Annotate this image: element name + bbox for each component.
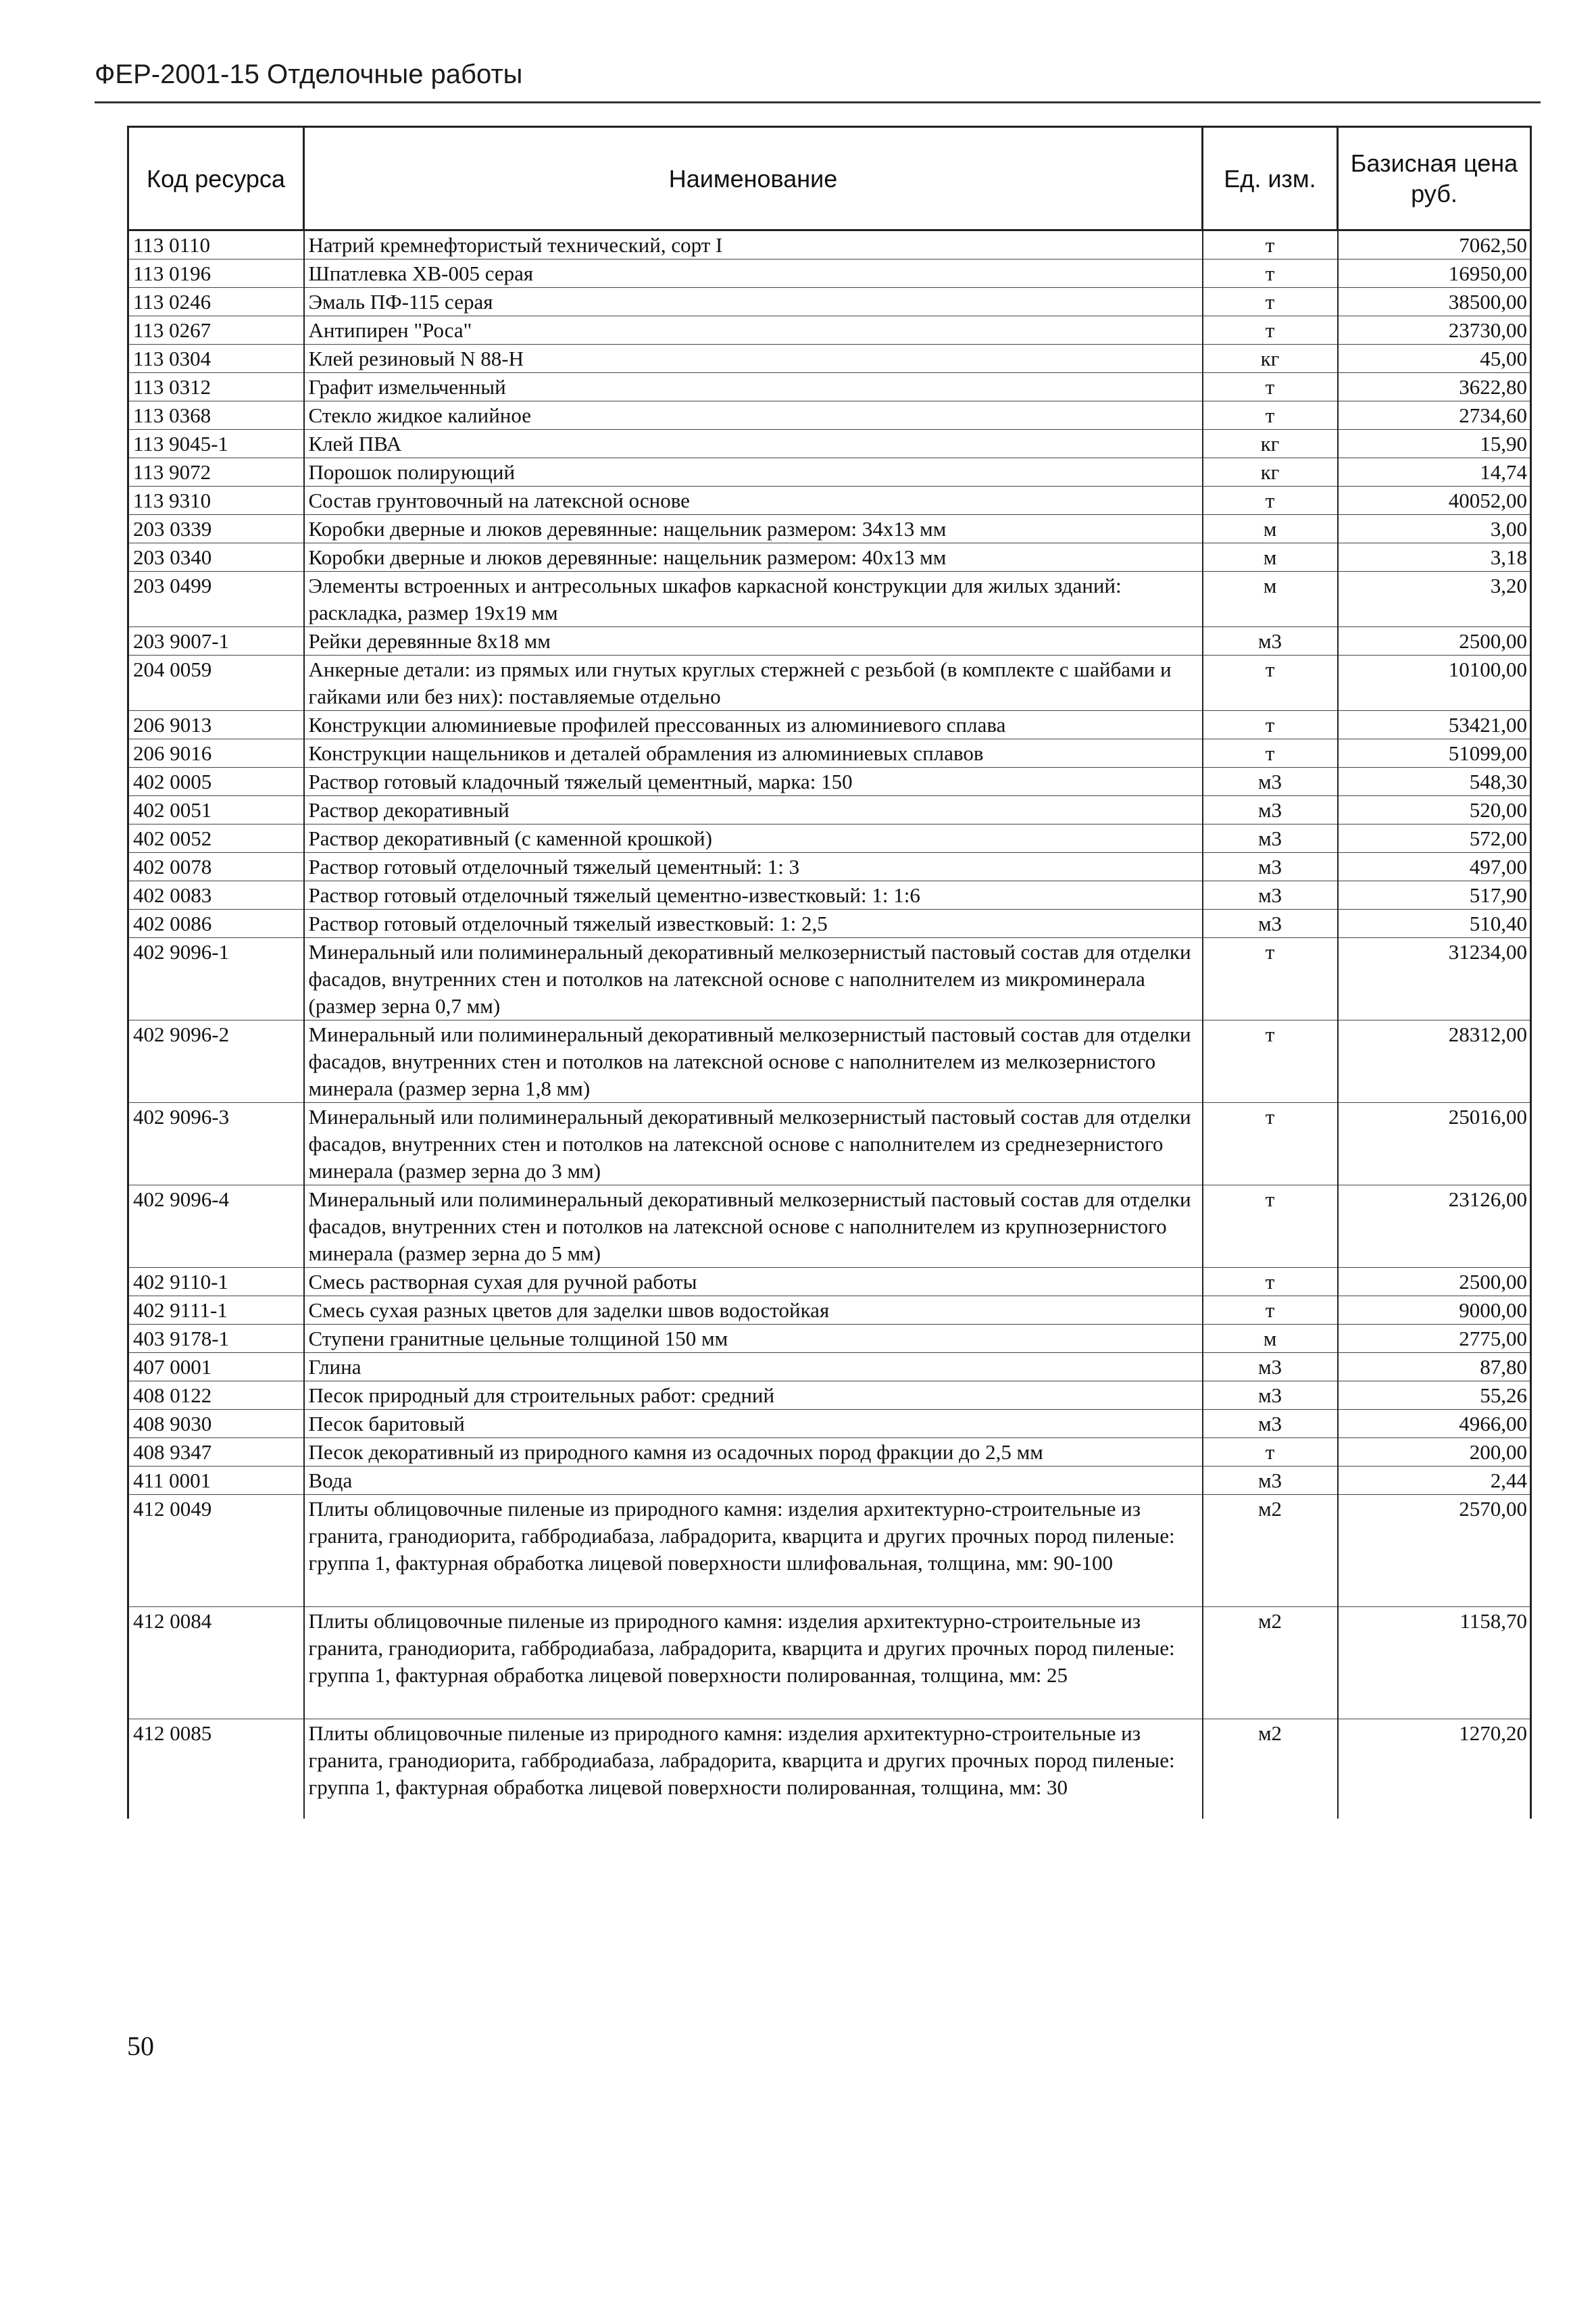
unit-cell: т bbox=[1203, 288, 1338, 316]
page-header-title: ФЕР-2001-15 Отделочные работы bbox=[95, 59, 523, 89]
resource-code-cell: 113 0246 bbox=[128, 288, 304, 316]
table-row bbox=[128, 1495, 1531, 1607]
price-cell: 2500,00 bbox=[1338, 1268, 1531, 1296]
resource-code-cell: 402 0086 bbox=[128, 910, 304, 938]
table-row bbox=[128, 401, 1531, 430]
resource-code-cell: 113 0368 bbox=[128, 401, 304, 430]
resource-name-cell: Минеральный или полиминеральный декоративный мелкозернистый пастовый состав для отделки фасадов, внутренних стен и потолков на латексной основе с наполнителем из мелкозернистого минерала (размер зерна 1,8 мм) bbox=[304, 1020, 1203, 1103]
resource-name-cell: Минеральный или полиминеральный декоративный мелкозернистый пастовый состав для отделки фасадов, внутренних стен и потолков на латексной основе с наполнителем из микроминерала (размер зерна 0,7 мм) bbox=[304, 938, 1203, 1020]
resource-name-cell: Минеральный или полиминеральный декоративный мелкозернистый пастовый состав для отделки фасадов, внутренних стен и потолков на латексной основе с наполнителем из среднезернистого минерала (размер зерна до 3 мм) bbox=[304, 1103, 1203, 1185]
unit-cell: м bbox=[1203, 1325, 1338, 1353]
resource-name-cell: Раствор готовый отделочный тяжелый цементный: 1: 3 bbox=[304, 853, 1203, 881]
table-body bbox=[128, 230, 1531, 1819]
unit-cell: м bbox=[1203, 572, 1338, 627]
unit-cell: м3 bbox=[1203, 1353, 1338, 1381]
table-row bbox=[128, 260, 1531, 288]
resource-name-cell: Эмаль ПФ-115 серая bbox=[304, 288, 1203, 316]
price-table bbox=[127, 126, 1532, 1819]
price-cell: 200,00 bbox=[1338, 1438, 1531, 1467]
price-cell: 31234,00 bbox=[1338, 938, 1531, 1020]
resource-name-cell: Песок декоративный из природного камня из осадочных пород фракции до 2,5 мм bbox=[304, 1438, 1203, 1467]
unit-cell: кг bbox=[1203, 345, 1338, 373]
unit-cell: т bbox=[1203, 739, 1338, 768]
header-divider bbox=[95, 101, 1541, 103]
resource-code-cell: 113 0312 bbox=[128, 373, 304, 401]
resource-name-cell: Графит измельченный bbox=[304, 373, 1203, 401]
resource-name-cell: Плиты облицовочные пиленые из природного камня: изделия архитектурно-строительные из гранита, гранодиорита, габбродиабаза, лабрадорита, кварцита и других прочных пород пиленые: группа 1, фактурная обработка лицевой поверхности полированная, толщина, мм: 25 bbox=[304, 1607, 1203, 1719]
resource-code-cell: 403 9178-1 bbox=[128, 1325, 304, 1353]
resource-code-cell: 407 0001 bbox=[128, 1353, 304, 1381]
table-row bbox=[128, 824, 1531, 853]
resource-code-cell: 408 9030 bbox=[128, 1410, 304, 1438]
table-row bbox=[128, 938, 1531, 1020]
resource-code-cell: 402 9110-1 bbox=[128, 1268, 304, 1296]
unit-cell: т bbox=[1203, 938, 1338, 1020]
table-row bbox=[128, 627, 1531, 656]
unit-cell: т bbox=[1203, 373, 1338, 401]
resource-code-cell: 113 9072 bbox=[128, 458, 304, 487]
resource-code-cell: 402 9096-4 bbox=[128, 1185, 304, 1268]
page-number: 50 bbox=[127, 2031, 154, 2061]
resource-code-cell: 402 0051 bbox=[128, 796, 304, 824]
price-cell: 3622,80 bbox=[1338, 373, 1531, 401]
resource-name-cell: Натрий кремнефтористый технический, сорт I bbox=[304, 230, 1203, 260]
unit-cell: м3 bbox=[1203, 910, 1338, 938]
table-row bbox=[128, 739, 1531, 768]
table-row bbox=[128, 1438, 1531, 1467]
column-header-unit: Ед. изм. bbox=[1203, 127, 1338, 230]
table-row bbox=[128, 1296, 1531, 1325]
resource-code-cell: 206 9013 bbox=[128, 711, 304, 739]
table-row bbox=[128, 1268, 1531, 1296]
resource-code-cell: 402 0083 bbox=[128, 881, 304, 910]
table-row bbox=[128, 881, 1531, 910]
table-row bbox=[128, 768, 1531, 796]
resource-name-cell: Песок природный для строительных работ: средний bbox=[304, 1381, 1203, 1410]
unit-cell: кг bbox=[1203, 458, 1338, 487]
resource-code-cell: 203 0340 bbox=[128, 543, 304, 572]
resource-code-cell: 411 0001 bbox=[128, 1467, 304, 1495]
table-row bbox=[128, 1353, 1531, 1381]
resource-name-cell: Вода bbox=[304, 1467, 1203, 1495]
table-row bbox=[128, 1325, 1531, 1353]
price-cell: 572,00 bbox=[1338, 824, 1531, 853]
resource-code-cell: 113 0304 bbox=[128, 345, 304, 373]
price-cell: 10100,00 bbox=[1338, 656, 1531, 711]
price-cell: 87,80 bbox=[1338, 1353, 1531, 1381]
unit-cell: м bbox=[1203, 543, 1338, 572]
resource-code-cell: 113 0110 bbox=[128, 230, 304, 260]
table-header-row bbox=[128, 127, 1531, 230]
resource-name-cell: Смесь сухая разных цветов для заделки швов водостойкая bbox=[304, 1296, 1203, 1325]
resource-code-cell: 206 9016 bbox=[128, 739, 304, 768]
resource-name-cell: Коробки дверные и люков деревянные: нащельник размером: 34х13 мм bbox=[304, 515, 1203, 543]
unit-cell: т bbox=[1203, 1103, 1338, 1185]
unit-cell: м3 bbox=[1203, 796, 1338, 824]
unit-cell: м3 bbox=[1203, 768, 1338, 796]
table-row bbox=[128, 853, 1531, 881]
price-cell: 15,90 bbox=[1338, 430, 1531, 458]
table-row bbox=[128, 543, 1531, 572]
unit-cell: т bbox=[1203, 1185, 1338, 1268]
price-cell: 55,26 bbox=[1338, 1381, 1531, 1410]
unit-cell: т bbox=[1203, 230, 1338, 260]
resource-code-cell: 412 0085 bbox=[128, 1719, 304, 1819]
resource-name-cell: Стекло жидкое калийное bbox=[304, 401, 1203, 430]
price-cell: 497,00 bbox=[1338, 853, 1531, 881]
resource-code-cell: 402 0052 bbox=[128, 824, 304, 853]
column-header-name: Наименование bbox=[304, 127, 1203, 230]
resource-code-cell: 402 9111-1 bbox=[128, 1296, 304, 1325]
resource-code-cell: 402 0005 bbox=[128, 768, 304, 796]
resource-code-cell: 203 9007-1 bbox=[128, 627, 304, 656]
unit-cell: м3 bbox=[1203, 824, 1338, 853]
resource-name-cell: Плиты облицовочные пиленые из природного камня: изделия архитектурно-строительные из гранита, гранодиорита, габбродиабаза, лабрадорита, кварцита и других прочных пород пиленые: группа 1, фактурная обработка лицевой поверхности полированная, толщина, мм: 30 bbox=[304, 1719, 1203, 1819]
price-cell: 7062,50 bbox=[1338, 230, 1531, 260]
table-row bbox=[128, 345, 1531, 373]
resource-code-cell: 412 0084 bbox=[128, 1607, 304, 1719]
price-cell: 9000,00 bbox=[1338, 1296, 1531, 1325]
table-row bbox=[128, 458, 1531, 487]
unit-cell: м3 bbox=[1203, 1381, 1338, 1410]
resource-name-cell: Клей резиновый N 88-Н bbox=[304, 345, 1203, 373]
unit-cell: м3 bbox=[1203, 627, 1338, 656]
resource-name-cell: Порошок полирующий bbox=[304, 458, 1203, 487]
resource-code-cell: 203 0339 bbox=[128, 515, 304, 543]
unit-cell: м3 bbox=[1203, 881, 1338, 910]
resource-code-cell: 113 0196 bbox=[128, 260, 304, 288]
price-cell: 40052,00 bbox=[1338, 487, 1531, 515]
resource-name-cell: Раствор готовый отделочный тяжелый известковый: 1: 2,5 bbox=[304, 910, 1203, 938]
price-table-container bbox=[127, 126, 1530, 1819]
table-row bbox=[128, 1381, 1531, 1410]
resource-code-cell: 402 0078 bbox=[128, 853, 304, 881]
price-cell: 23126,00 bbox=[1338, 1185, 1531, 1268]
unit-cell: м3 bbox=[1203, 1467, 1338, 1495]
resource-name-cell: Ступени гранитные цельные толщиной 150 мм bbox=[304, 1325, 1203, 1353]
resource-name-cell: Смесь растворная сухая для ручной работы bbox=[304, 1268, 1203, 1296]
price-cell: 1158,70 bbox=[1338, 1607, 1531, 1719]
price-cell: 14,74 bbox=[1338, 458, 1531, 487]
unit-cell: т bbox=[1203, 711, 1338, 739]
unit-cell: т bbox=[1203, 260, 1338, 288]
resource-name-cell: Конструкции нащельников и деталей обрамления из алюминиевых сплавов bbox=[304, 739, 1203, 768]
resource-name-cell: Антипирен "Роса" bbox=[304, 316, 1203, 345]
table-row bbox=[128, 230, 1531, 260]
price-cell: 51099,00 bbox=[1338, 739, 1531, 768]
column-header-price: Базисная цена руб. bbox=[1338, 127, 1531, 230]
price-cell: 23730,00 bbox=[1338, 316, 1531, 345]
unit-cell: т bbox=[1203, 401, 1338, 430]
table-row bbox=[128, 316, 1531, 345]
resource-code-cell: 408 0122 bbox=[128, 1381, 304, 1410]
table-row bbox=[128, 288, 1531, 316]
resource-code-cell: 402 9096-2 bbox=[128, 1020, 304, 1103]
price-cell: 3,18 bbox=[1338, 543, 1531, 572]
price-cell: 517,90 bbox=[1338, 881, 1531, 910]
resource-code-cell: 113 9045-1 bbox=[128, 430, 304, 458]
unit-cell: м2 bbox=[1203, 1719, 1338, 1819]
unit-cell: м bbox=[1203, 515, 1338, 543]
price-cell: 38500,00 bbox=[1338, 288, 1531, 316]
resource-name-cell: Конструкции алюминиевые профилей прессованных из алюминиевого сплава bbox=[304, 711, 1203, 739]
table-row bbox=[128, 656, 1531, 711]
resource-name-cell: Глина bbox=[304, 1353, 1203, 1381]
table-row bbox=[128, 1185, 1531, 1268]
unit-cell: т bbox=[1203, 656, 1338, 711]
unit-cell: т bbox=[1203, 1438, 1338, 1467]
resource-name-cell: Песок баритовый bbox=[304, 1410, 1203, 1438]
resource-name-cell: Плиты облицовочные пиленые из природного камня: изделия архитектурно-строительные из гранита, гранодиорита, габбродиабаза, лабрадорита, кварцита и других прочных пород пиленые: группа 1, фактурная обработка лицевой поверхности шлифовальная, толщина, мм: 90-100 bbox=[304, 1495, 1203, 1607]
price-cell: 53421,00 bbox=[1338, 711, 1531, 739]
unit-cell: м3 bbox=[1203, 1410, 1338, 1438]
price-cell: 2,44 bbox=[1338, 1467, 1531, 1495]
resource-name-cell: Коробки дверные и люков деревянные: нащельник размером: 40х13 мм bbox=[304, 543, 1203, 572]
table-row bbox=[128, 572, 1531, 627]
price-cell: 4966,00 bbox=[1338, 1410, 1531, 1438]
table-row bbox=[128, 373, 1531, 401]
resource-name-cell: Минеральный или полиминеральный декоративный мелкозернистый пастовый состав для отделки фасадов, внутренних стен и потолков на латексной основе с наполнителем из крупнозернистого минерала (размер зерна до 5 мм) bbox=[304, 1185, 1203, 1268]
resource-name-cell: Раствор готовый отделочный тяжелый цементно-известковый: 1: 1:6 bbox=[304, 881, 1203, 910]
price-cell: 520,00 bbox=[1338, 796, 1531, 824]
unit-cell: м2 bbox=[1203, 1607, 1338, 1719]
unit-cell: кг bbox=[1203, 430, 1338, 458]
resource-name-cell: Элементы встроенных и антресольных шкафов каркасной конструкции для жилых зданий: раскладка, размер 19х19 мм bbox=[304, 572, 1203, 627]
unit-cell: т bbox=[1203, 316, 1338, 345]
unit-cell: т bbox=[1203, 1020, 1338, 1103]
price-cell: 510,40 bbox=[1338, 910, 1531, 938]
price-cell: 3,20 bbox=[1338, 572, 1531, 627]
unit-cell: м3 bbox=[1203, 853, 1338, 881]
table-row bbox=[128, 1020, 1531, 1103]
unit-cell: т bbox=[1203, 1296, 1338, 1325]
price-cell: 45,00 bbox=[1338, 345, 1531, 373]
resource-code-cell: 113 9310 bbox=[128, 487, 304, 515]
resource-name-cell: Шпатлевка ХВ-005 серая bbox=[304, 260, 1203, 288]
table-row bbox=[128, 796, 1531, 824]
table-row bbox=[128, 1607, 1531, 1719]
table-row bbox=[128, 515, 1531, 543]
table-row bbox=[128, 711, 1531, 739]
resource-code-cell: 204 0059 bbox=[128, 656, 304, 711]
price-cell: 25016,00 bbox=[1338, 1103, 1531, 1185]
price-cell: 548,30 bbox=[1338, 768, 1531, 796]
resource-name-cell: Клей ПВА bbox=[304, 430, 1203, 458]
price-cell: 2734,60 bbox=[1338, 401, 1531, 430]
resource-name-cell: Раствор декоративный bbox=[304, 796, 1203, 824]
price-cell: 28312,00 bbox=[1338, 1020, 1531, 1103]
table-row bbox=[128, 1719, 1531, 1819]
resource-code-cell: 402 9096-3 bbox=[128, 1103, 304, 1185]
price-cell: 16950,00 bbox=[1338, 260, 1531, 288]
column-header-code: Код ресурса bbox=[128, 127, 304, 230]
resource-name-cell: Анкерные детали: из прямых или гнутых круглых стержней с резьбой (в комплекте с шайбами и гайками или без них): поставляемые отдельно bbox=[304, 656, 1203, 711]
unit-cell: т bbox=[1203, 487, 1338, 515]
resource-name-cell: Состав грунтовочный на латексной основе bbox=[304, 487, 1203, 515]
resource-code-cell: 412 0049 bbox=[128, 1495, 304, 1607]
resource-code-cell: 113 0267 bbox=[128, 316, 304, 345]
price-cell: 2570,00 bbox=[1338, 1495, 1531, 1607]
price-cell: 3,00 bbox=[1338, 515, 1531, 543]
resource-name-cell: Раствор декоративный (с каменной крошкой) bbox=[304, 824, 1203, 853]
resource-code-cell: 402 9096-1 bbox=[128, 938, 304, 1020]
resource-code-cell: 203 0499 bbox=[128, 572, 304, 627]
table-row bbox=[128, 1103, 1531, 1185]
table-row bbox=[128, 430, 1531, 458]
table-row bbox=[128, 1410, 1531, 1438]
price-cell: 2500,00 bbox=[1338, 627, 1531, 656]
table-row bbox=[128, 487, 1531, 515]
unit-cell: м2 bbox=[1203, 1495, 1338, 1607]
table-row bbox=[128, 910, 1531, 938]
price-cell: 1270,20 bbox=[1338, 1719, 1531, 1819]
resource-name-cell: Рейки деревянные 8х18 мм bbox=[304, 627, 1203, 656]
table-row bbox=[128, 1467, 1531, 1495]
price-cell: 2775,00 bbox=[1338, 1325, 1531, 1353]
resource-name-cell: Раствор готовый кладочный тяжелый цементный, марка: 150 bbox=[304, 768, 1203, 796]
resource-code-cell: 408 9347 bbox=[128, 1438, 304, 1467]
unit-cell: т bbox=[1203, 1268, 1338, 1296]
